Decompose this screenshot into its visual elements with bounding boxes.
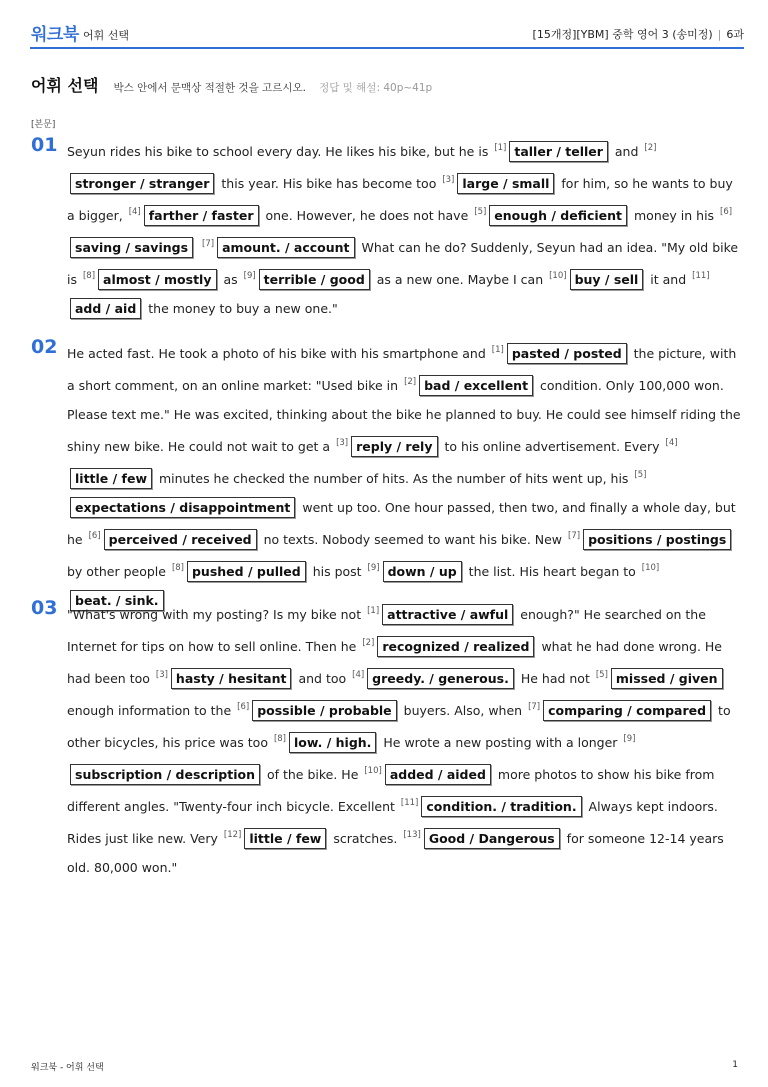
choice-box[interactable]: terrible / good bbox=[259, 269, 370, 290]
passage-text: his post bbox=[308, 564, 366, 579]
choice-box[interactable]: add / aid bbox=[70, 298, 141, 319]
passage-text: enough?" He searched on the Internet for tips on how to sell online. Then he bbox=[67, 607, 706, 654]
blank-number: [7] bbox=[528, 702, 541, 712]
blank-number: [5] bbox=[595, 670, 608, 680]
passage-text: of the bike. He bbox=[262, 767, 363, 782]
passage-text: He wrote a new posting with a longer bbox=[379, 735, 622, 750]
passage-text: buyers. Also, when bbox=[399, 703, 527, 718]
page-header bbox=[0, 0, 768, 48]
passage-text: as a new one. Maybe I can bbox=[372, 272, 548, 287]
choice-box[interactable]: amount. / account bbox=[217, 237, 354, 258]
choice-box[interactable]: enough / deficient bbox=[489, 205, 627, 226]
blank-number: [10] bbox=[364, 766, 382, 776]
header-divider bbox=[30, 47, 744, 49]
blank-number: [9] bbox=[367, 563, 380, 573]
passage-text: the picture, with a short comment, on an online market: "Used bike in bbox=[67, 346, 737, 393]
blank-number: [6] bbox=[237, 702, 250, 712]
blank-number: [3] bbox=[155, 670, 168, 680]
lesson-label: 6과 bbox=[726, 28, 744, 41]
blank-number: [11] bbox=[692, 271, 710, 281]
blank-number: [7] bbox=[568, 531, 581, 541]
choice-box[interactable]: added / aided bbox=[385, 764, 491, 785]
choice-box[interactable]: subscription / description bbox=[70, 764, 260, 785]
section-number: 02 bbox=[31, 336, 58, 358]
blank-number: [6] bbox=[720, 207, 733, 217]
section-02 bbox=[31, 336, 743, 615]
blank-number: [3] bbox=[442, 175, 455, 185]
choice-box[interactable]: down / up bbox=[383, 561, 462, 582]
passage-text: the list. His heart began to bbox=[464, 564, 640, 579]
header-subtitle: 어휘 선택 bbox=[83, 29, 130, 42]
passage-text: as bbox=[219, 272, 242, 287]
header-separator: | bbox=[717, 28, 722, 41]
instruction-text: 박스 안에서 문맥상 적절한 것을 고르시오. bbox=[113, 82, 306, 94]
title-row bbox=[31, 73, 432, 96]
blank-number: [4] bbox=[352, 670, 365, 680]
blank-number: [7] bbox=[202, 239, 215, 249]
passage-text: to his online advertisement. Every bbox=[440, 439, 664, 454]
blank-number: [9] bbox=[623, 734, 636, 744]
passage-text: What can he do? Suddenly, Seyun had an idea. "My old bike is bbox=[67, 240, 739, 287]
blank-number: [1] bbox=[491, 345, 504, 355]
choice-box[interactable]: missed / given bbox=[611, 668, 723, 689]
blank-number: [6] bbox=[88, 531, 101, 541]
choice-box[interactable]: expectations / disappointment bbox=[70, 497, 295, 518]
blank-number: [4] bbox=[128, 207, 141, 217]
blank-number: [13] bbox=[403, 830, 421, 840]
blank-number: [1] bbox=[367, 606, 380, 616]
passage-text: Seyun rides his bike to school every day. He likes his bike, but he is bbox=[67, 144, 493, 159]
passage-text: He acted fast. He took a photo of his bike with his smartphone and bbox=[67, 346, 490, 361]
section-03 bbox=[31, 597, 743, 882]
choice-box[interactable]: pasted / posted bbox=[507, 343, 627, 364]
passage-text: scratches. bbox=[329, 831, 402, 846]
blank-number: [1] bbox=[494, 143, 507, 153]
choice-box[interactable]: recognized / realized bbox=[377, 636, 534, 657]
passage-text: this year. His bike has become too bbox=[217, 176, 441, 191]
choice-box[interactable]: greedy. / generous. bbox=[367, 668, 514, 689]
choice-box[interactable]: positions / postings bbox=[583, 529, 731, 550]
blank-number: [2] bbox=[644, 143, 657, 153]
choice-box[interactable]: taller / teller bbox=[509, 141, 608, 162]
blank-number: [4] bbox=[665, 438, 678, 448]
blank-number: [10] bbox=[549, 271, 567, 281]
passage-text: the money to buy a new one." bbox=[144, 301, 338, 316]
section-paragraph bbox=[67, 134, 743, 323]
passage-text: enough information to the bbox=[67, 703, 236, 718]
blank-number: [2] bbox=[362, 638, 375, 648]
passage-text: for someone 12-14 years old. 80,000 won." bbox=[67, 831, 724, 875]
section-number: 03 bbox=[31, 597, 58, 619]
passage-text: what he had done wrong. He had been too bbox=[67, 639, 722, 686]
blank-number: [12] bbox=[223, 830, 242, 840]
passage-text: minutes he checked the number of hits. As the number of hits went up, his bbox=[155, 471, 633, 486]
header-course-info bbox=[533, 26, 744, 42]
blank-number: [10] bbox=[641, 563, 660, 573]
passage-text: by other people bbox=[67, 564, 170, 579]
passage-text: "What's wrong with my posting? Is my bike not bbox=[67, 607, 366, 622]
passage-text: for him, so he wants to buy a bigger, bbox=[67, 176, 733, 223]
section-number: 01 bbox=[31, 134, 58, 156]
course-title: [15개정][YBM] 중학 영어 3 (송미정) bbox=[532, 28, 713, 41]
passage-text: one. However, he does not have bbox=[261, 208, 473, 223]
passage-text bbox=[196, 240, 200, 255]
blank-number: [5] bbox=[634, 470, 647, 480]
choice-box[interactable]: bad / excellent bbox=[419, 375, 533, 396]
choice-box[interactable]: hasty / hesitant bbox=[171, 668, 292, 689]
blank-number: [8] bbox=[82, 271, 96, 281]
footer-title: 워크북 - 어휘 선택 bbox=[31, 1063, 104, 1073]
passage-text: it and bbox=[646, 272, 691, 287]
workbook-logo: 워크북 bbox=[31, 25, 79, 45]
choice-box[interactable]: attractive / awful bbox=[382, 604, 513, 625]
passage-text: and too bbox=[294, 671, 351, 686]
passage-text: Always kept indoors. Rides just like new. Very bbox=[67, 799, 718, 846]
answer-reference: 정답 및 해설: 40p~41p bbox=[319, 82, 433, 94]
blank-number: [8] bbox=[273, 734, 286, 744]
passage-text: condition. Only 100,000 won. Please text me." He was excited, thinking about the bike he planned to buy. He could see himself riding the shiny new bike. He could not wait to get a bbox=[67, 378, 741, 454]
choice-box[interactable]: comparing / compared bbox=[543, 700, 711, 721]
choice-box[interactable]: perceived / received bbox=[104, 529, 257, 550]
choice-box[interactable]: buy / sell bbox=[570, 269, 644, 290]
choice-box[interactable]: saving / savings bbox=[70, 237, 193, 258]
choice-box[interactable]: reply / rely bbox=[351, 436, 437, 457]
choice-box[interactable]: little / few bbox=[70, 468, 152, 489]
blank-number: [11] bbox=[400, 798, 419, 808]
passage-text: money in his bbox=[630, 208, 719, 223]
section-paragraph bbox=[67, 336, 743, 615]
choice-box[interactable]: beat. / sink. bbox=[70, 590, 164, 611]
choice-box[interactable]: stronger / stranger bbox=[70, 173, 214, 194]
choice-box[interactable]: Good / Dangerous bbox=[424, 828, 560, 849]
blank-number: [2] bbox=[404, 377, 417, 387]
section-paragraph bbox=[67, 597, 743, 882]
choice-box[interactable]: condition. / tradition. bbox=[421, 796, 581, 817]
choice-box[interactable]: little / few bbox=[244, 828, 326, 849]
section-01 bbox=[31, 134, 743, 323]
blank-number: [8] bbox=[171, 563, 184, 573]
passage-text: went up too. One hour passed, then two, and finally a whole day, but he bbox=[67, 500, 736, 547]
passage-text: more photos to show his bike from different angles. "Twenty-four inch bicycle. Excellent bbox=[67, 767, 715, 814]
passage-text: no texts. Nobody seemed to want his bike. New bbox=[259, 532, 567, 547]
choice-box[interactable]: farther / faster bbox=[144, 205, 259, 226]
passage-text: He had not bbox=[516, 671, 594, 686]
choice-box[interactable]: low. / high. bbox=[289, 732, 376, 753]
blank-number: [5] bbox=[474, 207, 487, 217]
page-title: 어휘 선택 bbox=[31, 76, 99, 95]
blank-number: [3] bbox=[336, 438, 349, 448]
blank-number: [9] bbox=[243, 271, 256, 281]
choice-box[interactable]: pushed / pulled bbox=[187, 561, 306, 582]
choice-box[interactable]: almost / mostly bbox=[98, 269, 216, 290]
choice-box[interactable]: large / small bbox=[457, 173, 554, 194]
choice-box[interactable]: possible / probable bbox=[252, 700, 396, 721]
text-label: [본문] bbox=[31, 120, 56, 130]
passage-text: and bbox=[610, 144, 643, 159]
page-number: 1 bbox=[732, 1060, 738, 1070]
passage-text: to other bicycles, his price was too bbox=[67, 703, 731, 750]
